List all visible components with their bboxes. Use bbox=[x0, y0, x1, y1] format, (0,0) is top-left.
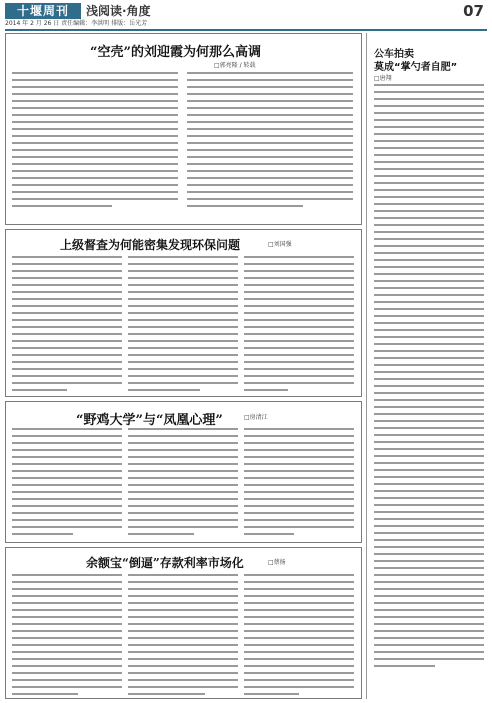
masthead bbox=[0, 0, 492, 21]
section-title: 浅阅读·角度 bbox=[86, 4, 151, 18]
article-headline: 余额宝“倒逼”存款利率市场化 bbox=[86, 556, 244, 570]
article-body-col2 bbox=[128, 256, 238, 396]
article-body-col3 bbox=[244, 574, 354, 700]
article-byline: □郭亮隆 / 转载 bbox=[214, 62, 256, 69]
sidebar-body bbox=[374, 84, 484, 672]
sidebar-byline: □唐翔 bbox=[374, 75, 392, 82]
article-body-col1 bbox=[12, 256, 122, 396]
sidebar-title-line1: 公车拍卖 bbox=[374, 49, 414, 60]
header-rule bbox=[5, 29, 487, 31]
article-byline: □房清江 bbox=[244, 414, 268, 421]
article-body-col2 bbox=[128, 428, 238, 540]
article-body-col1 bbox=[12, 72, 178, 212]
dateline: 2014 年 2 月 26 日 责任编辑：李洪明 排版：岳光芳 bbox=[5, 20, 148, 27]
sidebar-title-line2: 莫成“掌勺者自肥” bbox=[374, 62, 458, 73]
article-box-4 bbox=[5, 547, 362, 699]
article-box-2 bbox=[5, 229, 362, 397]
article-body-col2 bbox=[187, 72, 353, 212]
article-body-col1 bbox=[12, 428, 122, 540]
article-headline: “空壳”的刘迎霞为何那么高调 bbox=[90, 45, 261, 60]
article-body-col2 bbox=[128, 574, 238, 700]
newspaper-logo: 十堰周刊 bbox=[5, 3, 81, 19]
article-box-1 bbox=[5, 33, 362, 225]
article-headline: 上级督查为何能密集发现环保问题 bbox=[60, 238, 241, 252]
page-number: 07 bbox=[463, 2, 484, 20]
article-body-col3 bbox=[244, 256, 354, 396]
article-body-col1 bbox=[12, 574, 122, 700]
column-divider bbox=[366, 33, 367, 699]
article-headline: “野鸡大学”与“凤凰心理” bbox=[76, 413, 223, 428]
article-byline: □刘国强 bbox=[268, 241, 292, 248]
article-box-3 bbox=[5, 401, 362, 543]
article-byline: □蔡扬 bbox=[268, 559, 286, 566]
article-body-col3 bbox=[244, 428, 354, 540]
